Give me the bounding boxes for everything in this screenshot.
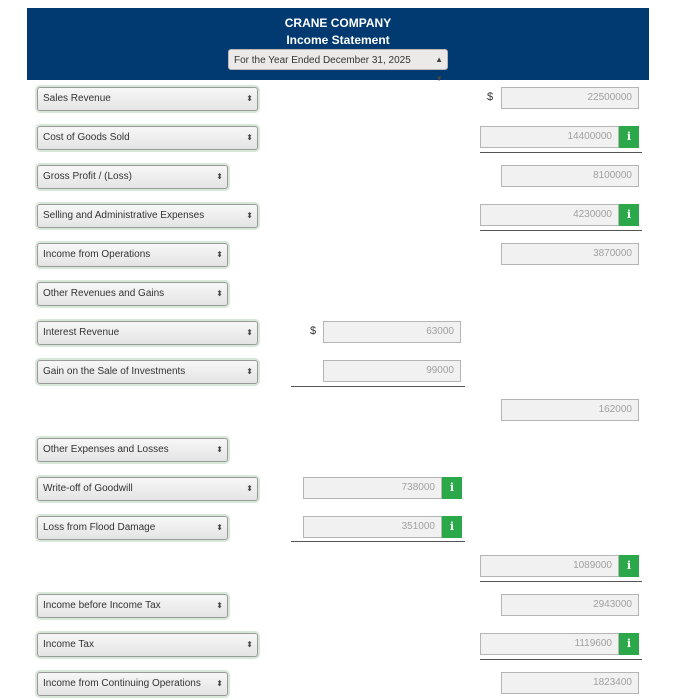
gain-on-sale-amount[interactable]: 99000 xyxy=(323,360,461,382)
sort-arrows-icon: ⬍ xyxy=(246,367,253,376)
dropdown-label: Write-off of Goodwill xyxy=(43,483,133,494)
underline xyxy=(480,581,642,582)
dropdown-label: Cost of Goods Sold xyxy=(43,132,130,143)
company-name: CRANE COMPANY xyxy=(284,16,392,30)
income-operations-dropdown[interactable] xyxy=(37,243,228,267)
write-off-goodwill-dropdown[interactable] xyxy=(37,477,258,501)
other-revenues-dropdown[interactable] xyxy=(37,282,228,306)
sort-arrows-icon: ⬍ xyxy=(216,679,223,688)
dropdown-label: Gain on the Sale of Investments xyxy=(43,366,186,377)
other-expenses-total-amount[interactable]: 1089000 xyxy=(480,555,619,577)
dropdown-label: Income from Operations xyxy=(43,249,151,260)
dropdown-label: Selling and Administrative Expenses xyxy=(43,210,205,221)
period-dropdown[interactable] xyxy=(228,49,448,83)
interest-revenue-dropdown[interactable] xyxy=(37,321,258,345)
dollar-sign: $ xyxy=(310,325,317,337)
other-revenues-total-amount[interactable]: 162000 xyxy=(501,399,639,421)
underline xyxy=(480,152,642,153)
loss-flood-dropdown[interactable] xyxy=(37,516,228,540)
dropdown-label: Gross Profit / (Loss) xyxy=(43,171,132,182)
income-continuing-dropdown[interactable] xyxy=(37,672,228,696)
interest-revenue-amount[interactable]: 63000 xyxy=(323,321,461,343)
dropdown-label: Income Tax xyxy=(43,639,94,650)
selling-admin-amount[interactable]: 4230000 xyxy=(480,204,619,226)
underline xyxy=(291,386,465,387)
sort-arrows-icon: ⬍ xyxy=(216,172,223,181)
sort-arrows-icon: ⬍ xyxy=(246,484,253,493)
underline xyxy=(480,659,642,660)
dollar-sign: $ xyxy=(487,91,494,103)
gain-on-sale-dropdown[interactable] xyxy=(37,360,258,384)
info-icon[interactable]: i xyxy=(619,633,639,655)
sort-arrows-icon: ⬍ xyxy=(216,601,223,610)
dropdown-label: Interest Revenue xyxy=(43,327,120,338)
info-icon[interactable]: i xyxy=(619,126,639,148)
write-off-goodwill-amount[interactable]: 738000 xyxy=(303,477,442,499)
income-operations-amount[interactable]: 3870000 xyxy=(501,243,639,265)
income-tax-amount[interactable]: 1119600 xyxy=(480,633,619,655)
sort-arrows-icon: ⬍ xyxy=(216,445,223,454)
sort-arrows-icon: ▲ ▼ xyxy=(435,55,443,83)
income-before-tax-amount[interactable]: 2943000 xyxy=(501,594,639,616)
dropdown-label: Sales Revenue xyxy=(43,93,111,104)
sort-arrows-icon: ⬍ xyxy=(246,94,253,103)
sort-arrows-icon: ⬍ xyxy=(246,211,253,220)
dropdown-label: Other Expenses and Losses xyxy=(43,444,169,455)
cogs-amount[interactable]: 14400000 xyxy=(480,126,619,148)
info-icon[interactable]: i xyxy=(619,204,639,226)
income-before-tax-dropdown[interactable] xyxy=(37,594,228,618)
sort-arrows-icon: ⬍ xyxy=(216,250,223,259)
period-label: For the Year Ended December 31, 2025 xyxy=(234,55,411,66)
sort-arrows-icon: ⬍ xyxy=(216,289,223,298)
sort-arrows-icon: ⬍ xyxy=(246,640,253,649)
dropdown-label: Income before Income Tax xyxy=(43,600,161,611)
income-continuing-amount[interactable]: 1823400 xyxy=(501,672,639,694)
loss-flood-amount[interactable]: 351000 xyxy=(303,516,442,538)
gross-profit-amount[interactable]: 8100000 xyxy=(501,165,639,187)
cogs-dropdown[interactable] xyxy=(37,126,258,150)
info-icon[interactable]: i xyxy=(442,477,462,499)
gross-profit-dropdown[interactable] xyxy=(37,165,228,189)
sort-arrows-icon: ⬍ xyxy=(246,133,253,142)
other-expenses-dropdown[interactable] xyxy=(37,438,228,462)
sales-revenue-dropdown[interactable] xyxy=(37,87,258,111)
income-tax-dropdown[interactable] xyxy=(37,633,258,657)
dropdown-label: Income from Continuing Operations xyxy=(43,678,201,689)
dropdown-label: Other Revenues and Gains xyxy=(43,288,165,299)
info-icon[interactable]: i xyxy=(619,555,639,577)
sort-arrows-icon: ⬍ xyxy=(246,328,253,337)
info-icon[interactable]: i xyxy=(442,516,462,538)
underline xyxy=(480,230,642,231)
selling-admin-dropdown[interactable] xyxy=(37,204,258,228)
statement-title: Income Statement xyxy=(286,33,390,47)
dropdown-label: Loss from Flood Damage xyxy=(43,522,156,533)
underline xyxy=(291,541,465,542)
sort-arrows-icon: ⬍ xyxy=(216,523,223,532)
sales-revenue-amount[interactable]: 22500000 xyxy=(501,87,639,109)
